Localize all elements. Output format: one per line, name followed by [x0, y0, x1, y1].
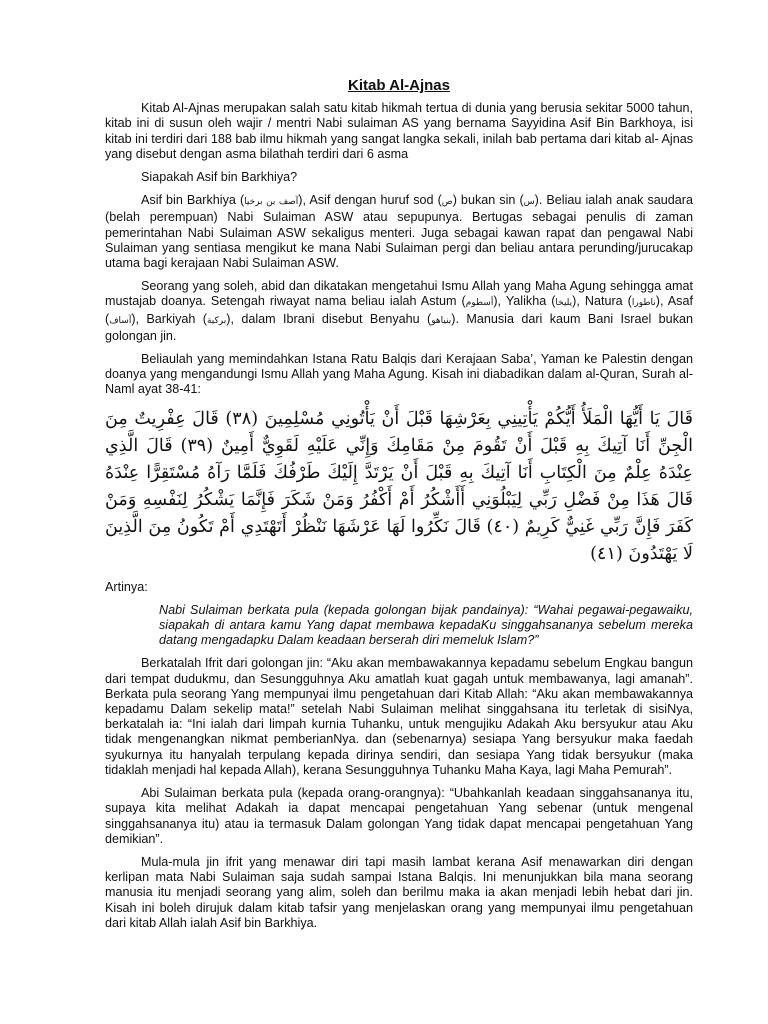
artinya-label: Artinya: [105, 579, 148, 594]
arabic-letter-sin: س [523, 197, 535, 208]
document-page [105, 78, 693, 939]
arabic-name-asif: آصف بن برخيا [244, 197, 299, 208]
soleh-text-4: ), Asaf ( [105, 294, 693, 326]
arabic-name-benyahu: بنياهو [431, 315, 452, 326]
soleh-text-3: ), Natura ( [572, 294, 632, 309]
paragraph-abi-sulaiman: Abi Sulaiman berkata pula (kepada orang-orangnya): “Ubahkanlah keadaan singgahsananya itu, supaya kita melihat Adakah ia dapat mencapai pengetahuan Yang sebenar (untuk mengenal singgahsananya itu) atau ia termasuk Dalam golongan Yang tidak dapat mencapai pengetahuan Yang demikian”. [105, 786, 693, 846]
question-heading: Siapakah Asif bin Barkhiya? [141, 170, 298, 185]
soleh-text-7: ). Manusia dari kaum Bani Israel bukan golongan jin. [105, 311, 693, 343]
asif-text-4: ). Beliau ialah anak saudara (belah perempuan) Nabi Sulaiman ASW atau sepupunya. Bertugas sebagai penulis di zaman pemerintahan Nabi Sulaiman ASW sekaligus menteri. Juga sebagai kawan rapat dan pengawal Nabi Sulaiman yang sentiasa mengikut ke mana Nabi Sulaiman pergi dan beliau antara perunding/jurucakap utama bagi kerajaan Nabi Sulaiman ASW. [105, 193, 694, 271]
translation-quote: Nabi Sulaiman berkata pula (kepada golongan bijak pandainya): “Wahai pegawai-pegawaiku, siapakah di antara kamu Yang dapat membawa kepadaKu singgahsananya sebelum mereka datang mengadapku Dalam keadaan berserah diri memeluk Islam?” [159, 602, 693, 648]
asif-text-2: ), Asif dengan huruf sod ( [298, 193, 442, 208]
paragraph-intro: Kitab Al-Ajnas merupakan salah satu kitab hikmah tertua di dunia yang berusia sekitar 5000 tahun, kitab ini di susun oleh wajir / mentri Nabi sulaiman AS yang bernama Sayyidina Asif Bin Barkhoya, isi kitab ini terdiri dari 188 bab ilmu hikmah yang sangat langka sekali, inilah bab pertama dari kitab al- Ajnas yang disebut dengan asma bilathah terdiri dari 6 asma [105, 101, 693, 161]
paragraph-soleh [105, 279, 693, 344]
document-title: Kitab Al-Ajnas [348, 77, 450, 94]
paragraph-balqis: Beliaulah yang memindahkan Istana Ratu Balqis dari Kerajaan Saba’, Yaman ke Palestin dengan doanya yang mengandungi Ismu Allah yang Maha Agung. Kisah ini diabadikan dalam al-Quran, Surah al-Naml ayat 38-41: [105, 352, 693, 397]
arabic-name-astum: أسطوم [465, 298, 494, 309]
arabic-name-barkiyah: بركية [206, 315, 227, 326]
soleh-text-2: ), Yalikha ( [493, 294, 556, 309]
paragraph-asif [105, 193, 693, 271]
arabic-letter-sod: ص [441, 197, 453, 208]
soleh-text-5: ), Barkiyah ( [131, 311, 207, 326]
quran-verse-block: قَالَ يَا أَيُّهَا الْمَلَأُ أَيُّكُمْ يَأْتِينِي بِعَرْشِهَا قَبْلَ أَنْ يَأْتُونِي مُسْلِمِينَ (٣٨) قَالَ عِفْرِيتٌ مِنَ الْجِنِّ أَنَا آتِيكَ بِهِ قَبْلَ أَنْ تَقُومَ مِنْ مَقَامِكَ وَإِنِّي عَلَيْهِ لَقَوِيٌّ أَمِينٌ (٣٩) قَالَ الَّذِي عِنْدَهُ عِلْمٌ مِنَ الْكِتَابِ أَنَا آتِيكَ بِهِ قَبْلَ أَنْ يَرْتَدَّ إِلَيْكَ طَرْفُكَ فَلَمَّا رَآهُ مُسْتَقِرًّا عِنْدَهُ قَالَ هَذَا مِنْ فَضْلِ رَبِّي لِيَبْلُوَنِي أَأَشْكُرُ أَمْ أَكْفُرُ وَمَنْ شَكَرَ فَإِنَّمَا يَشْكُرُ لِنَفْسِهِ وَمَنْ كَفَرَ فَإِنَّ رَبِّي غَنِيٌّ كَرِيمٌ (٤٠) قَالَ نَكِّرُوا لَهَا عَرْشَهَا نَنْظُرْ أَتَهْتَدِي أَمْ تَكُونُ مِنَ الَّذِينَ لَا يَهْتَدُونَ (٤١) [105, 408, 693, 564]
arabic-name-yalikha: يليخا [555, 298, 573, 309]
soleh-text-1: Seorang yang soleh, abid dan dikatakan mengetahui Ismu Allah yang Maha Agung sehingga amat mustajab doanya. Setengah riwayat nama beliau ialah Astum ( [105, 279, 693, 309]
asif-text-3: ) bukan sin ( [452, 193, 524, 208]
paragraph-mula-mula: Mula-mula jin ifrit yang menawar diri tapi masih lambat kerana Asif menawarkan diri dengan kerlipan mata Nabi Sulaiman saja sudah sampai Istana Balqis. Ini menunjukkan bila mana seorang manusia itu menjadi seorang yang alim, soleh dan berilmu maka ia akan menjadi lebih hebat dari jin. Kisah ini boleh dirujuk dalam kitab tafsir yang menjelaskan orang yang mempunyai ilmu pengetahuan dari kitab Allah ialah Asif bin Barkhiya. [105, 854, 693, 930]
paragraph-ifrit: Berkatalah Ifrit dari golongan jin: “Aku akan membawakannya kepadamu sebelum Engkau bangun dari tempat dudukmu, dan Sesungguhnya Aku amatlah kuat gagah untuk membawanya, lagi amanah”. Berkata pula seorang Yang mempunyai ilmu pengetahuan dari Kitab Allah: “Aku akan membawakannya kepadamu Dalam sekelip mata!” setelah Nabi Sulaiman melihat singgahsana itu terletak di sisiNya, berkatalah ia: “Ini ialah dari limpah kurnia Tuhanku, untuk mengujiku Adakah Aku bersyukur atau Aku tidak mengenangkan nikmat pemberianNya. dan (sebenarnya) sesiapa Yang bersyukur maka faedah syukurnya itu hanyalah terpulang kepada dirinya sendiri, dan sesiapa Yang tidak bersyukur (maka tidaklah menjadi hal kepada Allah), kerana Sesungguhnya Tuhanku Maha Kaya, lagi Maha Pemurah”. [105, 656, 693, 777]
soleh-text-6: ), dalam Ibrani disebut Benyahu ( [226, 311, 432, 326]
asif-text-1: Asif bin Barkhiya ( [141, 193, 245, 208]
arabic-name-natura: ناطورا [631, 298, 656, 309]
arabic-name-asaf: آساف [109, 315, 132, 326]
